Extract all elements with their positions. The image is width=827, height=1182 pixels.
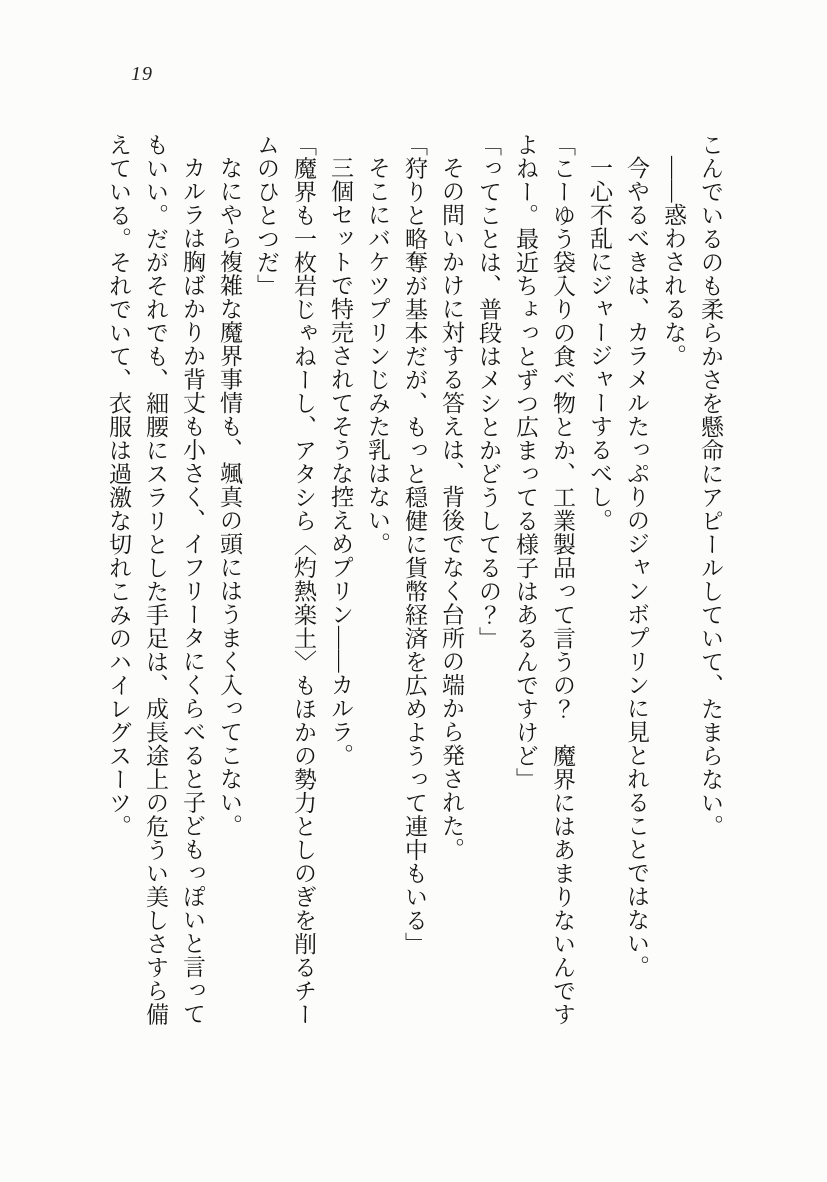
text-column-line: ムのひとつだ」 bbox=[254, 133, 279, 298]
vertical-text-area bbox=[100, 133, 729, 1026]
text-column-line: 三個セットで特売されてそうな控えめプリン――カルラ。 bbox=[328, 156, 353, 767]
text-column-line: 一心不乱にジャージャーするべし。 bbox=[587, 156, 612, 532]
text-column-line: 「ってことは、普段はメシとかどうしてるの？」 bbox=[476, 133, 501, 650]
text-column-line: こんでいるのも柔らかさを懸命にアピールしていて、たまらない。 bbox=[698, 133, 723, 838]
text-column-line: もいい。だがそれでも、細腰にスラリとした手足は、成長途上の危うい美しさすら備 bbox=[143, 133, 168, 1026]
text-column-line: カルラは胸ばかりか背丈も小さく、イフリータにくらべると子どもっぽいと言って bbox=[180, 156, 205, 1026]
text-column-line: よねー。最近ちょっとずつ広まってる様子はあるんですけど」 bbox=[513, 133, 538, 791]
text-column-line: 「狩りと略奪が基本だが、もっと穏健に貨幣経済を広めようって連中もいる」 bbox=[402, 133, 427, 956]
text-column-line: その問いかけに対する答えは、背後でなく台所の端から発された。 bbox=[439, 156, 464, 861]
text-column-line: 「こーゆう袋入りの食べ物とか、工業製品って言うの？ 魔界にはあまりないんです bbox=[550, 133, 575, 1026]
text-column-line: 「魔界も一枚岩じゃねーし、アタシら〈灼熱楽土〉もほかの勢力としのぎを削るチー bbox=[291, 133, 316, 1026]
text-column-line: なにやら複雑な魔界事情も、颯真の頭にはうまく入ってこない。 bbox=[217, 156, 242, 838]
page-number: 19 bbox=[131, 63, 153, 85]
text-column-line: ――惑わされるな。 bbox=[661, 156, 686, 368]
text-column-line: 今やるべきは、カラメルたっぷりのジャンボプリンに見とれることではない。 bbox=[624, 156, 649, 979]
text-column-line: えている。それでいて、衣服は過激な切れこみのハイレグスーツ。 bbox=[106, 133, 131, 838]
text-column-line: そこにバケツプリンじみた乳はない。 bbox=[365, 156, 390, 556]
